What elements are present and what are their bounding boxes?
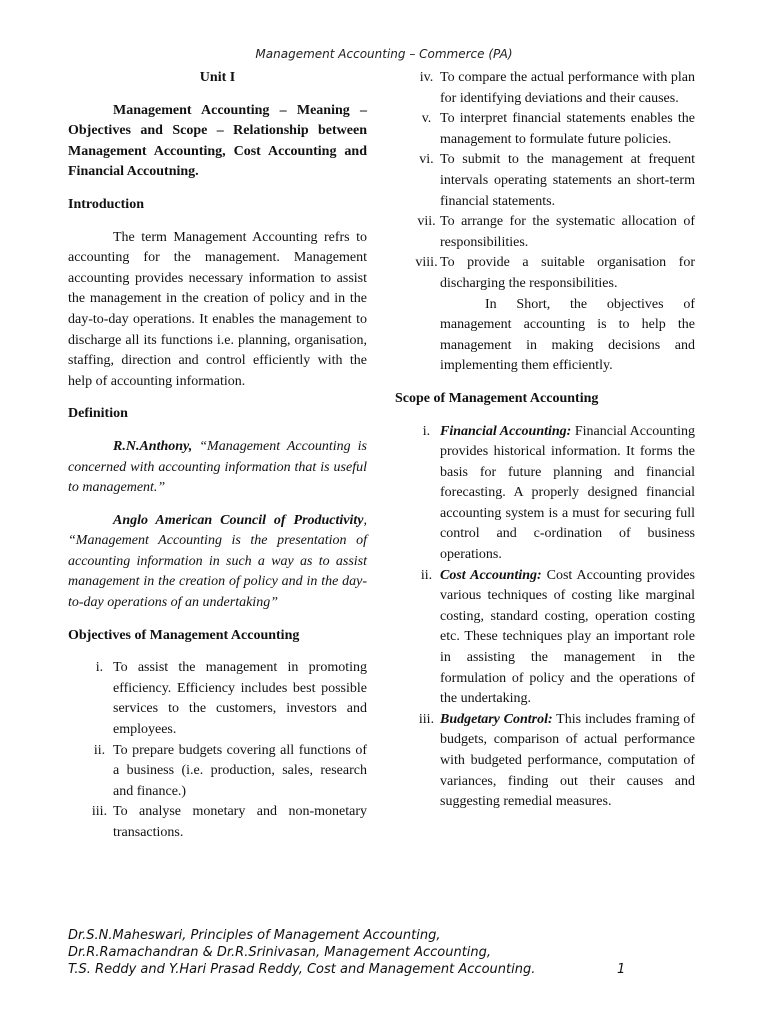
scope-term-cost-accounting: Cost Accounting: <box>440 567 542 583</box>
objectives-heading: Objectives of Management Accounting <box>68 627 300 643</box>
scope-list <box>395 422 695 813</box>
list-item-text: To compare the actual performance with plan for identifying deviations and their causes. <box>440 70 695 106</box>
list-item-text <box>440 710 695 813</box>
list-item-number: iii. <box>418 711 435 727</box>
list-item-number: ii. <box>93 742 106 758</box>
list-item-number: v. <box>421 111 432 127</box>
list-item-number: i. <box>95 660 104 676</box>
list-item-number: vii. <box>417 214 436 230</box>
introduction-heading: Introduction <box>68 196 144 212</box>
list-item <box>68 741 367 803</box>
definition-anglo-author: Anglo American Council of Productivity <box>113 512 364 528</box>
list-item-number: iv. <box>419 70 434 85</box>
definition-anthony <box>68 437 367 499</box>
list-item <box>68 802 367 843</box>
list-item <box>68 658 367 740</box>
list-item <box>395 422 695 566</box>
introduction-paragraph: The term Management Accounting refrs to accounting for the management. Management accounting provides necessary information to assist the management in the creation of policy and in the day-to-day operations. It enables the management to discharge all its functions i.e. planning, organisation, staffing, direction and control efficiently with the help of accounting information. <box>68 229 367 389</box>
list-item-number: iii. <box>91 804 108 820</box>
footer-references <box>68 927 638 978</box>
footer-reference-line: Dr.R.Ramachandran & Dr.R.Srinivasan, Management Accounting, <box>68 945 492 960</box>
definition-anthony-quote: “Management Accounting is concerned with accounting information that is useful to management.” <box>68 438 367 496</box>
list-item <box>395 212 695 253</box>
list-item-text: To arrange for the systematic allocation of responsibilities. <box>440 214 695 250</box>
list-item-text <box>440 422 695 566</box>
scope-term-budgetary-control: Budgetary Control: <box>440 711 553 727</box>
footer-reference-line: T.S. Reddy and Y.Hari Prasad Reddy, Cost and Management Accounting. <box>68 962 536 977</box>
definition-anglo-american <box>68 511 367 614</box>
scope-heading: Scope of Management Accounting <box>395 390 599 406</box>
left-column <box>68 68 367 856</box>
definition-heading: Definition <box>68 406 128 422</box>
list-item <box>395 566 695 710</box>
list-item-text: To interpret financial statements enables the management to formulate future policies. <box>440 111 695 147</box>
topic-title: Management Accounting – Meaning – Objectives and Scope – Relationship between Management Accounting, Cost Accounting and Financial Accoutning. <box>68 102 367 180</box>
list-item <box>395 68 695 109</box>
definition-anthony-author: R.N.Anthony, <box>113 438 193 454</box>
list-item-number: viii. <box>415 255 438 271</box>
list-item-text: To assist the management in promoting efficiency. Efficiency includes best possible services to the customers, investors and employees. <box>113 660 367 738</box>
objectives-summary: In Short, the objectives of management accounting is to help the management in making decisions and implementing them efficiently. <box>440 296 695 374</box>
objectives-list-continued <box>395 68 695 295</box>
footer-reference-line: Dr.S.N.Maheswari, Principles of Management Accounting, <box>68 928 441 943</box>
list-item-number: i. <box>422 423 431 439</box>
list-item <box>395 710 695 813</box>
objectives-list <box>68 658 367 843</box>
list-item-text: To submit to the management at frequent intervals operating statements an short-term financial statements. <box>440 152 695 209</box>
list-item-text: To provide a suitable organisation for discharging the responsibilities. <box>440 255 695 291</box>
list-item-text: To prepare budgets covering all functions of a business (i.e. production, sales, research and finance.) <box>113 742 367 799</box>
list-item-number: vi. <box>419 152 434 168</box>
scope-desc-financial-accounting: Financial Accounting provides historical information. It forms the basis for future planning and financial forecasting. A properly designed financial accounting system is a must for securing full control and c-ordination of business operations. <box>440 423 695 563</box>
definition-anglo-quote: , “Management Accounting is the presentation of accounting information in such a way as to assist management in the creation of policy and in the day-to-day operations of an undertaking” <box>68 512 367 611</box>
list-item <box>395 150 695 212</box>
scope-desc-cost-accounting: Cost Accounting provides various techniques of costing like marginal costing, standard costing, operation costing etc. These techniques play an important role in assisting the management in the formulation of policy and the operations of the undertaking. <box>440 567 695 707</box>
scope-desc-budgetary-control: This includes framing of budgets, comparison of actual performance with budgeted performance, computation of variances, finding out their causes and suggesting remedial measures. <box>440 711 695 810</box>
list-item-number: ii. <box>420 567 433 583</box>
page-number: 1 <box>617 962 626 977</box>
unit-title: Unit I <box>199 70 236 85</box>
right-column <box>395 68 695 825</box>
list-item <box>395 253 695 294</box>
list-item-text: To analyse monetary and non-monetary transactions. <box>113 804 367 840</box>
list-item <box>395 109 695 150</box>
list-item-text <box>440 566 695 710</box>
scope-term-financial-accounting: Financial Accounting: <box>440 423 572 439</box>
page-header: Management Accounting – Commerce (PA) <box>255 47 513 61</box>
